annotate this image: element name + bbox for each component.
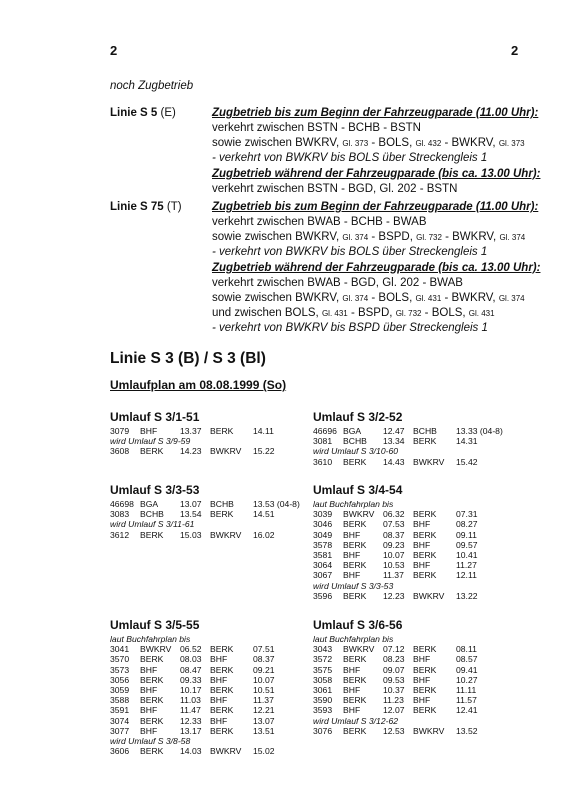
departure-time: 09.33 — [180, 674, 202, 685]
arrival-time: 13.51 — [253, 725, 275, 736]
departure-time: 15.03 — [180, 529, 202, 540]
table-row — [313, 685, 573, 695]
from-station: BERK — [140, 695, 164, 706]
to-station: BERK — [413, 529, 437, 540]
umlauf-table — [110, 499, 310, 540]
train-number: 3573 — [110, 664, 130, 675]
umlauf-note — [313, 499, 573, 509]
from-station: BHF — [140, 664, 158, 675]
from-station: BERK — [140, 446, 164, 457]
table-row — [110, 675, 310, 685]
arrival-time: 13.52 — [456, 725, 478, 736]
departure-time: 14.03 — [180, 746, 202, 757]
from-station: BCHB — [343, 436, 367, 447]
from-station: BERK — [343, 695, 367, 706]
to-station: BERK — [210, 426, 234, 436]
arrival-time: 11.11 — [456, 684, 477, 695]
train-number: 3041 — [110, 644, 130, 655]
departure-time: 10.07 — [383, 549, 405, 560]
table-row — [313, 426, 573, 436]
umlauf-note — [110, 736, 310, 746]
to-station: BWKRV — [210, 529, 242, 540]
track-number: Gl. 432 — [415, 139, 442, 148]
text-fragment: verkehrt zwischen BSTN - BGD, Gl. 202 - BSTN — [212, 183, 458, 195]
to-station: BCHB — [210, 499, 234, 509]
departure-time: 11.03 — [180, 695, 201, 706]
departure-time: 08.37 — [383, 529, 405, 540]
note-text: laut Buchfahrplan bis — [110, 634, 191, 644]
arrival-time: 11.37 — [253, 695, 274, 706]
arrival-time: 11.57 — [456, 695, 477, 706]
umlauf-title: Umlauf S 3/3-53 — [110, 483, 200, 497]
operation-line — [212, 306, 572, 321]
from-station: BCHB — [140, 509, 164, 520]
table-row — [313, 457, 573, 467]
departure-time: 09.53 — [383, 674, 405, 685]
operation-line — [212, 136, 572, 151]
text-fragment: - BOLS, — [368, 137, 416, 149]
umlauf-note — [313, 581, 573, 591]
from-station: BGA — [343, 426, 362, 436]
from-station: BHF — [343, 705, 361, 716]
note-text: wird Umlauf S 3/3-53 — [313, 580, 394, 591]
departure-time: 14.23 — [180, 446, 202, 457]
from-station: BERK — [140, 529, 164, 540]
train-number: 3606 — [110, 746, 130, 757]
arrival-time: 15.02 — [253, 746, 275, 757]
departure-time: 12.33 — [180, 715, 202, 726]
text-fragment: - BSPD, — [347, 307, 396, 319]
to-station: BERK — [413, 684, 437, 695]
to-station: BERK — [413, 436, 437, 447]
table-row — [313, 705, 573, 715]
table-row — [313, 530, 573, 540]
text-fragment: - BWKRV, — [441, 137, 499, 149]
to-station: BHF — [413, 539, 431, 550]
train-number: 46696 — [313, 426, 337, 436]
from-station: BERK — [140, 654, 164, 665]
arrival-time: 13.53 (04-8) — [253, 499, 300, 509]
to-station: BWKRV — [210, 446, 242, 457]
departure-time: 07.12 — [383, 644, 405, 655]
table-row — [110, 509, 310, 519]
umlauf-table — [313, 426, 573, 467]
table-row — [313, 509, 573, 519]
track-number: Gl. 374 — [499, 233, 526, 242]
note-text: wird Umlauf S 3/11-61 — [110, 519, 195, 530]
note-text: laut Buchfahrplan bis — [313, 499, 394, 509]
umlauf-note — [110, 634, 310, 644]
train-number: 3074 — [110, 715, 130, 726]
arrival-time: 14.51 — [253, 509, 275, 520]
operation-line — [212, 121, 572, 136]
train-number: 46698 — [110, 499, 134, 509]
text-fragment: verkehrt zwischen BSTN - BCHB - BSTN — [212, 122, 421, 134]
umlauf-table — [313, 634, 573, 736]
departure-time: 06.32 — [383, 509, 405, 520]
departure-time: 11.37 — [383, 570, 404, 581]
arrival-time: 10.07 — [253, 674, 275, 685]
to-station: BHF — [210, 715, 228, 726]
table-row — [313, 675, 573, 685]
operation-heading: Zugbetrieb bis zum Beginn der Fahrzeugparade (11.00 Uhr): — [212, 107, 539, 119]
departure-time: 08.47 — [180, 664, 202, 675]
table-row — [110, 426, 310, 436]
train-number: 3056 — [110, 674, 130, 685]
arrival-time: 10.27 — [456, 674, 478, 685]
operation-block-s75-1 — [212, 200, 572, 260]
operation-line — [212, 182, 572, 197]
to-station: BWKRV — [413, 456, 445, 467]
text-fragment: verkehrt zwischen BWAB - BCHB - BWAB — [212, 216, 427, 228]
departure-time: 10.37 — [383, 684, 405, 695]
from-station: BERK — [140, 715, 164, 726]
umlauf-note — [110, 436, 310, 446]
train-number: 3046 — [313, 519, 333, 530]
table-row — [313, 644, 573, 654]
table-row — [313, 550, 573, 560]
train-number: 3581 — [313, 549, 333, 560]
to-station: BERK — [210, 644, 234, 655]
text-fragment: - verkehrt von BWKRV bis BSPD über Streckengleis 1 — [212, 322, 488, 334]
arrival-time: 10.51 — [253, 684, 275, 695]
operation-line — [212, 245, 572, 260]
train-number: 3570 — [110, 654, 130, 665]
operation-block-s5-2 — [212, 167, 572, 197]
to-station: BERK — [210, 725, 234, 736]
to-station: BERK — [413, 570, 437, 581]
to-station: BERK — [413, 549, 437, 560]
note-text: wird Umlauf S 3/12-62 — [313, 715, 399, 726]
from-station: BHF — [140, 684, 158, 695]
from-station: BERK — [343, 539, 367, 550]
track-number: Gl. 374 — [342, 294, 369, 303]
departure-time: 11.47 — [180, 705, 201, 716]
to-station: BERK — [413, 644, 437, 655]
to-station: BWKRV — [413, 725, 445, 736]
arrival-time: 15.42 — [456, 456, 478, 467]
operation-block-s5-1 — [212, 106, 572, 166]
umlauf-title: Umlauf S 3/5-55 — [110, 618, 200, 632]
from-station: BHF — [343, 684, 361, 695]
train-number: 3596 — [313, 590, 333, 601]
train-number: 3058 — [313, 674, 333, 685]
arrival-time: 14.31 — [456, 436, 478, 447]
operation-heading: Zugbetrieb während der Fahrzeugparade (bis ca. 13.00 Uhr): — [212, 168, 541, 180]
table-row — [110, 530, 310, 540]
umlauf-title: Umlauf S 3/1-51 — [110, 410, 200, 424]
train-number: 3043 — [313, 644, 333, 655]
operation-block-s75-2 — [212, 261, 572, 336]
arrival-time: 09.57 — [456, 539, 478, 550]
from-station: BERK — [140, 746, 164, 757]
from-station: BWKRV — [343, 509, 375, 520]
line-name: Linie S 75 — [110, 201, 164, 213]
departure-time: 07.53 — [383, 519, 405, 530]
table-row — [313, 654, 573, 664]
from-station: BGA — [140, 499, 159, 509]
to-station: BCHB — [413, 426, 437, 436]
table-row — [110, 695, 310, 705]
operation-line — [212, 151, 572, 166]
from-station: BHF — [140, 725, 158, 736]
to-station: BHF — [210, 654, 228, 665]
arrival-time: 12.21 — [253, 705, 275, 716]
departure-time: 08.23 — [383, 654, 405, 665]
train-number: 3067 — [313, 570, 333, 581]
departure-time: 12.47 — [383, 426, 405, 436]
arrival-time: 12.11 — [456, 570, 477, 581]
operation-line — [212, 230, 572, 245]
train-number: 3591 — [110, 705, 130, 716]
from-station: BERK — [343, 725, 367, 736]
text-fragment: - verkehrt von BWKRV bis BOLS über Streckengleis 1 — [212, 152, 488, 164]
departure-time: 13.17 — [180, 725, 202, 736]
arrival-time: 08.11 — [456, 644, 477, 655]
train-number: 3588 — [110, 695, 130, 706]
train-number: 3081 — [313, 436, 333, 447]
to-station: BERK — [413, 509, 437, 520]
from-station: BHF — [140, 705, 158, 716]
table-row — [110, 716, 310, 726]
table-row — [110, 654, 310, 664]
to-station: BHF — [413, 654, 431, 665]
arrival-time: 15.22 — [253, 446, 275, 457]
to-station: BERK — [210, 684, 234, 695]
operation-line — [212, 215, 572, 230]
arrival-time: 13.07 — [253, 715, 275, 726]
text-fragment: und zwischen BOLS, — [212, 307, 322, 319]
from-station: BHF — [140, 426, 158, 436]
text-fragment: - BWKRV, — [441, 231, 500, 243]
table-row — [313, 695, 573, 705]
arrival-time: 08.57 — [456, 654, 478, 665]
to-station: BWKRV — [413, 590, 445, 601]
to-station: BERK — [413, 705, 437, 716]
umlauf-title: Umlauf S 3/2-52 — [313, 410, 403, 424]
note-text: laut Buchfahrplan bis — [313, 634, 394, 644]
line-label-s75 — [110, 201, 182, 213]
departure-time: 13.37 — [180, 426, 202, 436]
arrival-time: 13.33 (04-8) — [456, 426, 503, 436]
arrival-time: 09.21 — [253, 664, 275, 675]
section-subheading: Umlaufplan am 08.08.1999 (So) — [110, 378, 287, 392]
to-station: BWKRV — [210, 746, 242, 757]
train-number: 3076 — [313, 725, 333, 736]
table-row — [110, 685, 310, 695]
table-row — [110, 644, 310, 654]
train-number: 3593 — [313, 705, 333, 716]
arrival-time: 12.41 — [456, 705, 478, 716]
to-station: BHF — [413, 560, 431, 571]
from-station: BERK — [343, 456, 367, 467]
train-number: 3061 — [313, 684, 333, 695]
text-fragment: - BWKRV, — [441, 292, 499, 304]
table-row — [110, 746, 310, 756]
from-station: BHF — [343, 529, 361, 540]
table-row — [313, 665, 573, 675]
departure-time: 06.52 — [180, 644, 202, 655]
train-number: 3608 — [110, 446, 130, 457]
arrival-time: 07.51 — [253, 644, 275, 655]
arrival-time: 14.11 — [253, 426, 274, 436]
table-row — [313, 519, 573, 529]
table-row — [313, 436, 573, 446]
page-number-right: 2 — [511, 43, 519, 58]
umlauf-title: Umlauf S 3/4-54 — [313, 483, 403, 497]
text-fragment: - verkehrt von BWKRV bis BOLS über Streckengleis 1 — [212, 246, 488, 258]
departure-time: 14.43 — [383, 456, 405, 467]
train-number: 3610 — [313, 456, 333, 467]
operation-line — [212, 321, 572, 336]
operation-line — [212, 276, 572, 291]
page-subtitle: noch Zugbetrieb — [110, 80, 194, 92]
note-text: wird Umlauf S 3/9-59 — [110, 436, 191, 447]
track-number: Gl. 732 — [395, 309, 422, 318]
track-number: Gl. 431 — [468, 309, 495, 318]
arrival-time: 08.27 — [456, 519, 478, 530]
departure-time: 10.17 — [180, 684, 202, 695]
operation-line — [212, 291, 572, 306]
section-heading: Linie S 3 (B) / S 3 (Bl) — [110, 350, 266, 367]
train-number: 3612 — [110, 529, 130, 540]
from-station: BERK — [140, 674, 164, 685]
departure-time: 09.07 — [383, 664, 405, 675]
umlauf-note — [313, 446, 573, 456]
operation-heading: Zugbetrieb bis zum Beginn der Fahrzeugparade (11.00 Uhr): — [212, 201, 539, 213]
arrival-time: 07.31 — [456, 509, 478, 520]
arrival-time: 08.37 — [253, 654, 275, 665]
arrival-time: 09.41 — [456, 664, 478, 675]
text-fragment: sowie zwischen BWKRV, — [212, 137, 343, 149]
operation-heading: Zugbetrieb während der Fahrzeugparade (bis ca. 13.00 Uhr): — [212, 262, 541, 274]
table-row — [110, 705, 310, 715]
text-fragment: - BOLS, — [421, 307, 469, 319]
departure-time: 10.53 — [383, 560, 405, 571]
line-name: Linie S 5 — [110, 107, 158, 119]
arrival-time: 10.41 — [456, 549, 478, 560]
departure-time: 11.23 — [383, 695, 404, 706]
departure-time: 12.07 — [383, 705, 405, 716]
track-number: Gl. 373 — [498, 139, 525, 148]
train-number: 3064 — [313, 560, 333, 571]
from-station: BWKRV — [343, 644, 375, 655]
track-number: Gl. 374 — [342, 233, 369, 242]
train-number: 3590 — [313, 695, 333, 706]
to-station: BHF — [413, 695, 431, 706]
table-row — [313, 570, 573, 580]
train-number: 3083 — [110, 509, 130, 520]
text-fragment: sowie zwischen BWKRV, — [212, 292, 343, 304]
arrival-time: 09.11 — [456, 529, 477, 540]
train-number: 3049 — [313, 529, 333, 540]
to-station: BERK — [210, 705, 234, 716]
table-row — [110, 446, 310, 456]
from-station: BHF — [343, 549, 361, 560]
departure-time: 12.53 — [383, 725, 405, 736]
train-number: 3039 — [313, 509, 333, 520]
line-label-s5 — [110, 107, 176, 119]
track-number: Gl. 373 — [342, 139, 369, 148]
from-station: BERK — [343, 654, 367, 665]
line-type: (E) — [160, 107, 176, 119]
departure-time: 13.34 — [383, 436, 405, 447]
table-row — [110, 726, 310, 736]
from-station: BWKRV — [140, 644, 172, 655]
arrival-time: 16.02 — [253, 529, 275, 540]
umlauf-table — [110, 426, 310, 457]
train-number: 3578 — [313, 539, 333, 550]
to-station: BHF — [413, 674, 431, 685]
departure-time: 08.03 — [180, 654, 202, 665]
text-fragment: - BOLS, — [368, 292, 416, 304]
from-station: BHF — [343, 664, 361, 675]
to-station: BHF — [413, 519, 431, 530]
text-fragment: sowie zwischen BWKRV, — [212, 231, 343, 243]
table-row — [110, 665, 310, 675]
table-row — [313, 540, 573, 550]
table-row — [313, 560, 573, 570]
departure-time: 13.07 — [180, 499, 202, 509]
note-text: wird Umlauf S 3/10-60 — [313, 446, 399, 457]
from-station: BHF — [343, 570, 361, 581]
departure-time: 12.23 — [383, 590, 405, 601]
departure-time: 09.23 — [383, 539, 405, 550]
to-station: BHF — [210, 674, 228, 685]
train-number: 3572 — [313, 654, 333, 665]
to-station: BERK — [210, 509, 234, 520]
text-fragment: - BSPD, — [368, 231, 417, 243]
track-number: Gl. 431 — [415, 294, 442, 303]
umlauf-note — [110, 519, 310, 529]
track-number: Gl. 431 — [321, 309, 348, 318]
from-station: BERK — [343, 590, 367, 601]
arrival-time: 11.27 — [456, 560, 477, 571]
train-number: 3575 — [313, 664, 333, 675]
umlauf-title: Umlauf S 3/6-56 — [313, 618, 403, 632]
arrival-time: 13.22 — [456, 590, 478, 601]
track-number: Gl. 732 — [416, 233, 442, 242]
table-row — [110, 499, 310, 509]
umlauf-note — [313, 634, 573, 644]
to-station: BHF — [210, 695, 228, 706]
umlauf-note — [313, 716, 573, 726]
from-station: BERK — [343, 519, 367, 530]
umlauf-table — [110, 634, 310, 756]
table-row — [313, 726, 573, 736]
text-fragment: verkehrt zwischen BWAB - BGD, Gl. 202 - BWAB — [212, 277, 463, 289]
to-station: BERK — [210, 664, 234, 675]
track-number: Gl. 374 — [498, 294, 525, 303]
umlauf-table — [313, 499, 573, 601]
page-number-left: 2 — [110, 43, 118, 58]
train-number: 3079 — [110, 426, 130, 436]
train-number: 3059 — [110, 684, 130, 695]
departure-time: 13.54 — [180, 509, 202, 520]
train-number: 3077 — [110, 725, 130, 736]
line-type: (T) — [166, 201, 182, 213]
note-text: wird Umlauf S 3/8-58 — [110, 735, 191, 746]
from-station: BERK — [343, 560, 367, 571]
from-station: BERK — [343, 674, 367, 685]
to-station: BERK — [413, 664, 437, 675]
table-row — [313, 591, 573, 601]
